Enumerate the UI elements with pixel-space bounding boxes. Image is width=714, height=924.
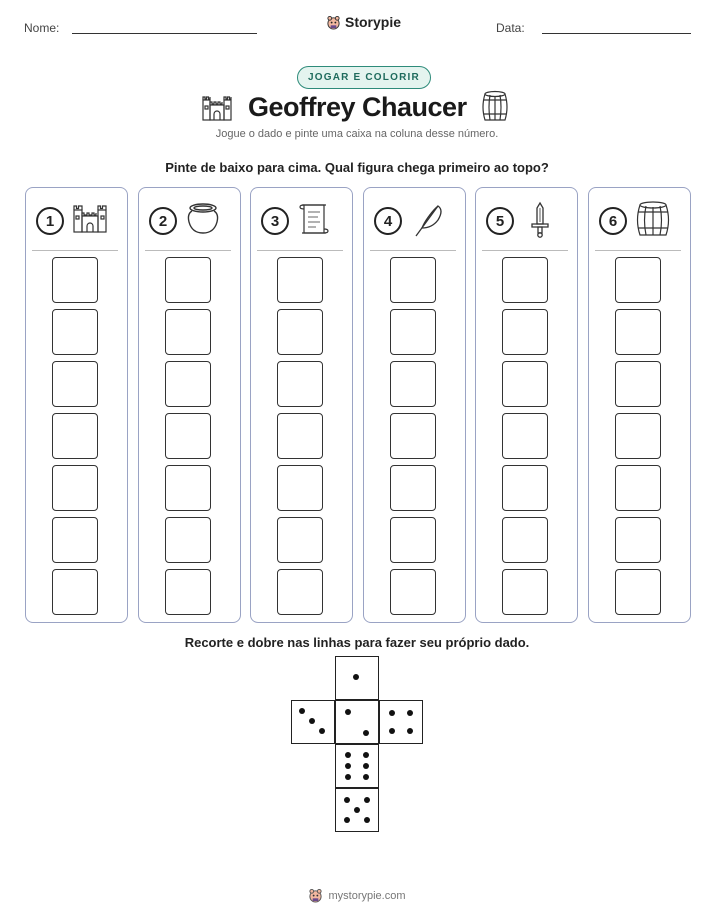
color-box[interactable] xyxy=(502,465,548,511)
name-line[interactable] xyxy=(72,33,257,34)
game-instruction: Pinte de baixo para cima. Qual figura chega primeiro ao topo? xyxy=(165,160,549,175)
color-box[interactable] xyxy=(502,257,548,303)
die-instruction: Recorte e dobre nas linhas para fazer seu próprio dado. xyxy=(184,635,530,650)
date-label: Data: xyxy=(496,21,525,35)
color-box[interactable] xyxy=(165,569,211,615)
column-6 xyxy=(588,187,691,623)
column-divider xyxy=(145,250,231,251)
color-box[interactable] xyxy=(277,309,323,355)
color-box[interactable] xyxy=(615,569,661,615)
color-box[interactable] xyxy=(165,361,211,407)
column-number: 5 xyxy=(486,207,514,235)
die-face-1 xyxy=(335,656,379,700)
color-box[interactable] xyxy=(277,517,323,563)
pip xyxy=(299,708,305,714)
color-box[interactable] xyxy=(390,413,436,459)
color-box[interactable] xyxy=(165,309,211,355)
column-number: 6 xyxy=(599,207,627,235)
die-face-center xyxy=(335,700,379,744)
die-face-4 xyxy=(379,700,423,744)
color-box[interactable] xyxy=(52,257,98,303)
color-box[interactable] xyxy=(615,517,661,563)
quill-icon xyxy=(408,200,448,245)
column-divider xyxy=(257,250,343,251)
color-box[interactable] xyxy=(615,309,661,355)
column-divider xyxy=(482,250,568,251)
activity-badge: JOGAR E COLORIR xyxy=(297,66,431,89)
storypie-mascot-icon xyxy=(326,15,341,30)
color-box[interactable] xyxy=(502,309,548,355)
color-box[interactable] xyxy=(277,257,323,303)
color-box[interactable] xyxy=(390,517,436,563)
pip xyxy=(345,752,351,758)
pip xyxy=(319,728,325,734)
pip xyxy=(364,797,370,803)
pip xyxy=(363,763,369,769)
pip xyxy=(353,674,359,680)
barrel-icon xyxy=(633,200,673,245)
pip xyxy=(407,728,413,734)
color-box[interactable] xyxy=(390,569,436,615)
color-box[interactable] xyxy=(615,465,661,511)
page-title: Geoffrey Chaucer xyxy=(248,92,467,122)
column-1 xyxy=(25,187,128,623)
footer-url: mystorypie.com xyxy=(328,889,406,902)
footer xyxy=(0,888,714,903)
color-box[interactable] xyxy=(165,257,211,303)
pip xyxy=(309,718,315,724)
pip xyxy=(364,817,370,823)
sword-icon xyxy=(520,200,560,245)
color-box[interactable] xyxy=(52,517,98,563)
column-5 xyxy=(475,187,578,623)
pip xyxy=(344,797,350,803)
column-number: 4 xyxy=(374,207,402,235)
column-number: 1 xyxy=(36,207,64,235)
barrel-icon xyxy=(480,90,510,124)
color-box[interactable] xyxy=(502,569,548,615)
pip xyxy=(344,817,350,823)
color-box[interactable] xyxy=(52,361,98,407)
color-box[interactable] xyxy=(277,569,323,615)
column-divider xyxy=(595,250,681,251)
color-box[interactable] xyxy=(165,413,211,459)
date-line[interactable] xyxy=(542,33,691,34)
castle-icon xyxy=(200,92,234,122)
color-box[interactable] xyxy=(390,465,436,511)
pip xyxy=(345,709,351,715)
column-3 xyxy=(250,187,353,623)
color-box[interactable] xyxy=(277,465,323,511)
column-number: 2 xyxy=(149,207,177,235)
color-box[interactable] xyxy=(615,361,661,407)
color-box[interactable] xyxy=(52,569,98,615)
color-box[interactable] xyxy=(165,465,211,511)
castle-icon xyxy=(70,200,110,245)
pip xyxy=(345,763,351,769)
column-number: 3 xyxy=(261,207,289,235)
color-box[interactable] xyxy=(277,361,323,407)
column-divider xyxy=(370,250,456,251)
color-box[interactable] xyxy=(52,413,98,459)
die-face-3 xyxy=(291,700,335,744)
color-box[interactable] xyxy=(502,361,548,407)
pip xyxy=(363,774,369,780)
pot-icon xyxy=(183,200,223,245)
pip xyxy=(345,774,351,780)
color-box[interactable] xyxy=(615,413,661,459)
color-box[interactable] xyxy=(277,413,323,459)
subtitle: Jogue o dado e pinte uma caixa na coluna desse número. xyxy=(215,128,499,140)
color-box[interactable] xyxy=(165,517,211,563)
color-box[interactable] xyxy=(390,309,436,355)
die-face-6 xyxy=(335,744,379,788)
color-box[interactable] xyxy=(390,361,436,407)
name-label: Nome: xyxy=(24,21,60,35)
pip xyxy=(407,710,413,716)
pip xyxy=(354,807,360,813)
storypie-mascot-icon xyxy=(308,888,323,903)
column-divider xyxy=(32,250,118,251)
color-box[interactable] xyxy=(502,517,548,563)
column-4 xyxy=(363,187,466,623)
brand-name: Storypie xyxy=(345,14,402,30)
column-2 xyxy=(138,187,241,623)
pip xyxy=(363,752,369,758)
brand-logo xyxy=(326,14,401,30)
pip xyxy=(389,710,395,716)
color-box[interactable] xyxy=(615,257,661,303)
color-box[interactable] xyxy=(502,413,548,459)
color-box[interactable] xyxy=(52,465,98,511)
pip xyxy=(363,730,369,736)
color-box[interactable] xyxy=(52,309,98,355)
color-box[interactable] xyxy=(390,257,436,303)
die-face-5 xyxy=(335,788,379,832)
scroll-icon xyxy=(295,200,335,245)
pip xyxy=(389,728,395,734)
